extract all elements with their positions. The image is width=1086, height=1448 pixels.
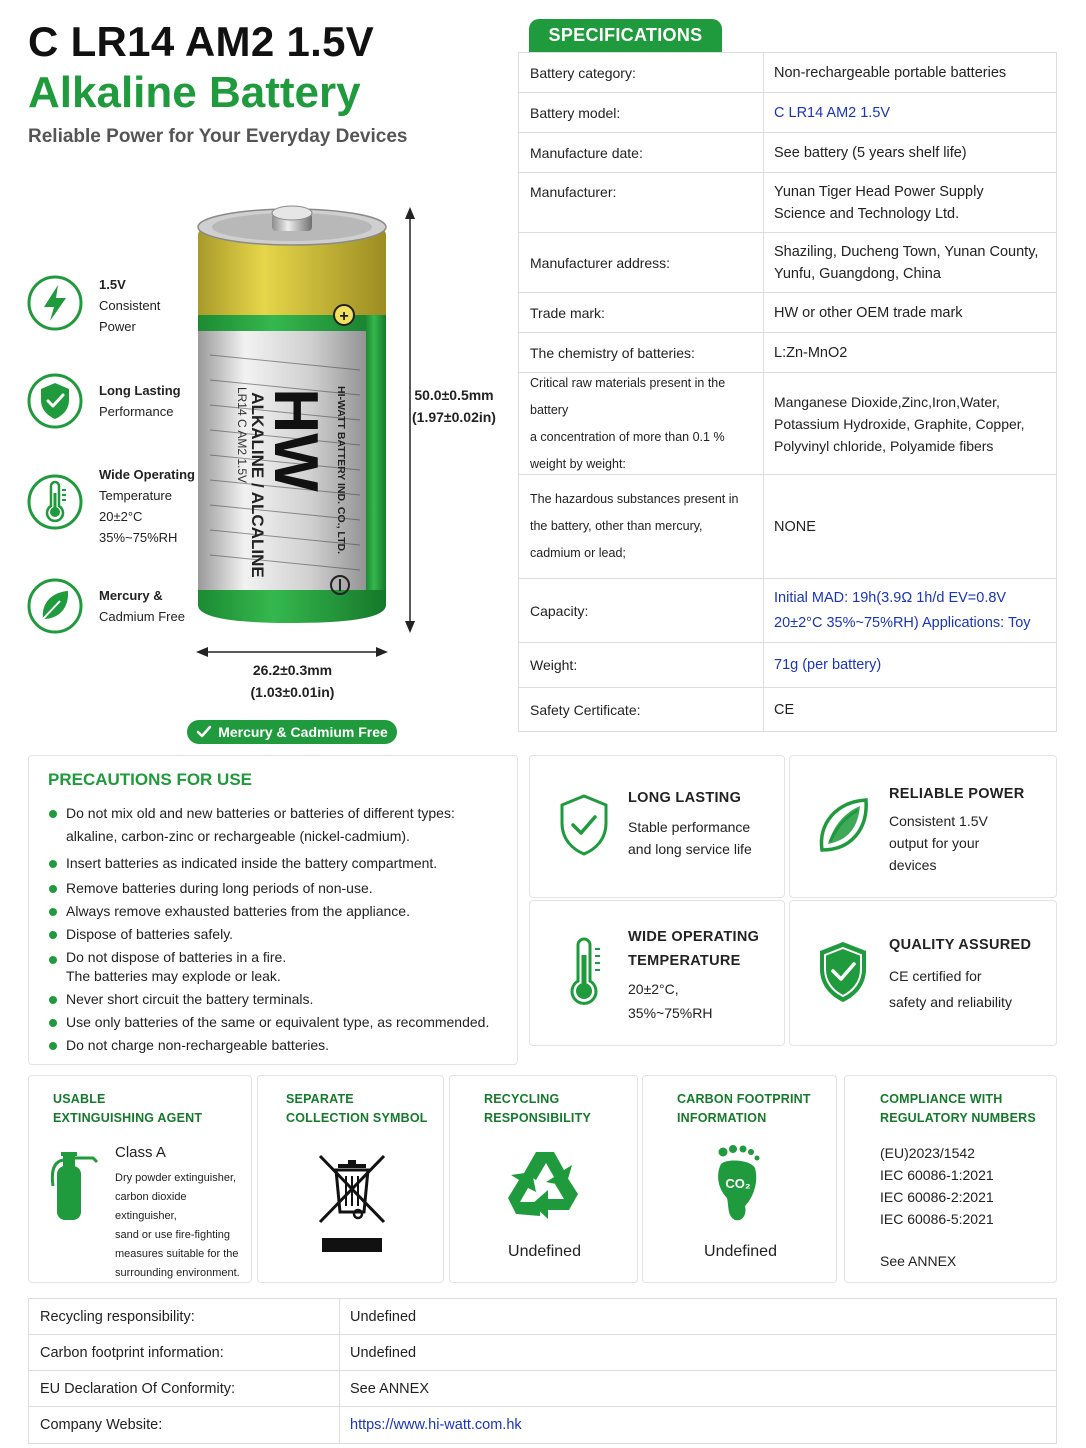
battery-illustration: [180, 195, 510, 665]
page-title-product: Alkaline Battery: [28, 68, 361, 117]
card-reliable-power: RELIABLE POWER Consistent 1.5V output for your devices: [789, 755, 1057, 898]
shield-check-icon: [26, 372, 84, 430]
table-row: Weight: 71g (per battery): [519, 643, 1056, 688]
card-long-lasting: LONG LASTING Stable performance and long service life: [529, 755, 785, 898]
list-item: Dispose of batteries safely.: [49, 923, 514, 946]
battery-type-label: ALKALINE / ALCALINE: [248, 392, 267, 578]
table-row: Capacity: Initial MAD: 19h(3.9Ω 1h/d EV=0.8V 20±2°C 35%~75%RH) Applications: Toy: [519, 579, 1056, 643]
company-website-link[interactable]: https://www.hi-watt.com.hk: [350, 1417, 522, 1433]
specifications-table: [518, 52, 1057, 732]
card-recycling-responsibility: RECYCLING RESPONSIBILITY Undefined: [449, 1075, 638, 1283]
list-item: Insert batteries as indicated inside the battery compartment.: [49, 852, 514, 875]
feature-consistent-power: 1.5V Consistent Power: [26, 274, 201, 344]
table-row: The hazardous substances present in the battery, other than mercury, cadmium or lead; NONE: [519, 475, 1056, 579]
feature-wide-temperature: Wide Operating Temperature 20±2°C 35%~75%RH: [26, 470, 201, 540]
info-table: [28, 1298, 1057, 1444]
table-row: Battery model: C LR14 AM2 1.5V: [519, 93, 1056, 133]
specifications-tab: SPECIFICATIONS: [529, 19, 722, 52]
table-row: The chemistry of batteries: L:Zn-MnO2: [519, 333, 1056, 373]
feature-long-lasting: Long Lasting Performance: [26, 372, 201, 442]
list-item: Do not dispose of batteries in a fire. The batteries may explode or leak.: [49, 948, 514, 986]
page-subtitle: Reliable Power for Your Everyday Devices: [28, 126, 408, 147]
table-row: Manufacturer address: Shaziling, Ducheng Town, Yunan County, Yunfu, Guangdong, China: [519, 233, 1056, 293]
battery-height-dimension: 50.0±0.5mm (1.97±0.02in): [412, 387, 496, 425]
precautions-title: PRECAUTIONS FOR USE: [48, 770, 253, 789]
shield-check-icon: [556, 792, 612, 858]
leaf-icon: [814, 794, 872, 856]
table-row: Critical raw materials present in the battery a concentration of more than 0.1 % weight by weight: Manganese Dioxide,Zinc,Iron,Water, Potassium Hydroxide, Graphite, Copper, Polyvinyl chloride, Polyamide fibers: [519, 373, 1056, 475]
fire-extinguisher-icon: [49, 1146, 99, 1222]
crossed-bin-icon: [314, 1150, 390, 1256]
list-item: Remove batteries during long periods of non-use.: [49, 877, 514, 900]
card-quality-assured: QUALITY ASSURED CE certified for safety and reliability: [789, 900, 1057, 1046]
svg-text:+: +: [339, 308, 349, 325]
lightning-icon: [26, 274, 84, 332]
table-row: Trade mark: HW or other OEM trade mark: [519, 293, 1056, 333]
card-wide-temperature: WIDE OPERATING TEMPERATURE 20±2°C, 35%~75%RH: [529, 900, 785, 1046]
shield-check-icon: [816, 939, 870, 1005]
list-item: Do not mix old and new batteries or batteries of different types: alkaline, carbon-zinc or rechargeable (nickel-cadmium).: [49, 802, 514, 848]
table-row: Manufacture date: See battery (5 years shelf life): [519, 133, 1056, 173]
feature-mercury-free: Mercury & Cadmium Free: [26, 577, 201, 647]
card-extinguishing-agent: USABLE EXTINGUISHING AGENT Class A Dry powder extinguisher, carbon dioxide extinguisher, sand or use fire-fighting measures suitable for the surrounding environment.: [28, 1075, 252, 1283]
table-row: EU Declaration Of Conformity: See ANNEX: [29, 1371, 1056, 1407]
list-item: Always remove exhausted batteries from the appliance.: [49, 900, 514, 923]
recycle-icon: [506, 1148, 584, 1224]
card-regulatory-compliance: COMPLIANCE WITH REGULATORY NUMBERS (EU)2023/1542 IEC 60086-1:2021 IEC 60086-2:2021 IEC 60086-5:2021 See ANNEX: [844, 1075, 1057, 1283]
card-separate-collection: SEPARATE COLLECTION SYMBOL: [257, 1075, 444, 1283]
precautions-list: [49, 802, 514, 1057]
list-item: Never short circuit the battery terminals.: [49, 988, 514, 1011]
table-row: Recycling responsibility: Undefined: [29, 1299, 1056, 1335]
table-row: Manufacturer: Yunan Tiger Head Power Supply Science and Technology Ltd.: [519, 173, 1056, 233]
battery-model-label: LR14 C AM2 1.5V: [235, 386, 249, 484]
battery-brand-logo: HW: [261, 388, 330, 492]
table-row: Carbon footprint information: Undefined: [29, 1335, 1056, 1371]
mercury-free-badge: Mercury & Cadmium Free: [187, 720, 397, 744]
table-row: Battery category: Non-rechargeable portable batteries: [519, 53, 1056, 93]
co2-label: CO₂: [725, 1176, 751, 1191]
thermometer-icon: [564, 937, 608, 1009]
footprint-icon: [713, 1144, 763, 1224]
page-title: C LR14 AM2 1.5V: [28, 18, 375, 65]
list-item: Do not charge non-rechargeable batteries.: [49, 1034, 514, 1057]
check-icon: [196, 724, 212, 740]
feature-label: 1.5V: [99, 277, 126, 292]
table-row: Safety Certificate: CE: [519, 688, 1056, 731]
thermometer-icon: [26, 473, 84, 531]
battery-width-dimension: 26.2±0.3mm (1.03±0.01in): [250, 662, 335, 700]
card-carbon-footprint: CARBON FOOTPRINT INFORMATION CO₂ Undefined: [642, 1075, 837, 1283]
leaf-icon: [26, 577, 84, 635]
battery-company-label: HI-WATT BATTERY IND. CO., LTD.: [335, 386, 347, 554]
precautions-panel: [28, 755, 518, 1065]
list-item: Use only batteries of the same or equivalent type, as recommended.: [49, 1011, 514, 1034]
table-row: Company Website: https://www.hi-watt.com.hk: [29, 1407, 1056, 1443]
